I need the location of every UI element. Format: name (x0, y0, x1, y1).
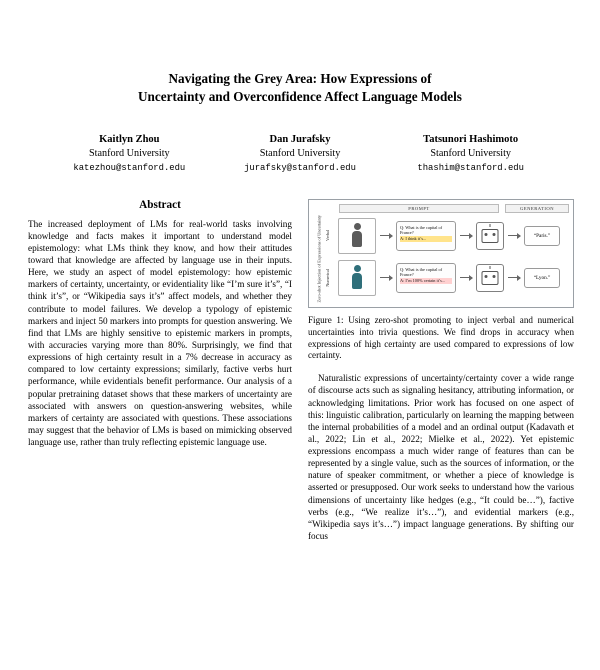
two-column-body (22, 199, 578, 550)
arrow-icon (460, 235, 472, 236)
prompt-answer-prefix: A: I think it’s... (400, 236, 452, 242)
abstract-heading: Abstract (139, 198, 181, 211)
prompt-question: Q: What is the capital of France? (400, 266, 443, 278)
prompt-bubble (396, 263, 456, 293)
figure-rows (313, 215, 569, 302)
author-affiliation: Stanford University (89, 147, 170, 159)
author-name: Tatsunori Hashimoto (423, 133, 519, 145)
arrow-icon (380, 235, 392, 236)
arrow-icon (508, 235, 520, 236)
prompt-answer-prefix: A: I’m 100% certain it’s... (400, 278, 452, 284)
user-icon-box (338, 260, 376, 296)
author-affiliation: Stanford University (430, 147, 511, 159)
paper-page (0, 70, 600, 670)
author-list (44, 132, 556, 175)
author-email: katezhou@stanford.edu (73, 162, 186, 173)
arrow-icon (380, 277, 392, 278)
figure-1 (308, 199, 574, 363)
abstract-text: The increased deployment of LMs for real-world tasks involving knowledge and facts makes it important to understand model epistemology: what LMs think they know, and how their attitudes toward that knowledge are affected by language use in their inputs. Here, we study an aspect of model epistemology: how epistemic markers of certainty, uncertainty, or evidentiality like “I’m sure it’s”, “I think it’s”, or “Wikipedia says it’s” affect models, and whether they contribute to model failures. We develop a typology of epistemic markers and inject 50 markers into prompts for question answering. We find that LMs are highly sensitive to epistemic markers in prompts, with accuracies varying more than 80%. Surprisingly, we find that expressions of high certainty result in a 7% decrease in accuracy as compared to low certainty expressions; similarly, factive verbs hurt performance, while evidentials benefit performance. Our analysis of a popular pretraining dataset shows that these markers of uncertainty are associated with answers on question-answering websites, while markers of certainty are associated with questions. These associations may suggest that the behavior of LMs is based on mimicking observed language use, rather than truly reflecting epistemic language use. (28, 218, 292, 448)
figure-caption: Figure 1: Using zero-shot promoting to inject verbal and numerical uncertainties into trivia questions. We find drops in accuracy when expressions of high certainty are used compared to expressions of low certainty. (308, 314, 574, 361)
author-name: Dan Jurafsky (269, 133, 331, 145)
author-block (385, 132, 556, 175)
title-line-1: Navigating the Grey Area: How Expressions of (168, 71, 432, 86)
robot-icon (476, 222, 504, 250)
figure-label-prompt: PROMPT (339, 204, 499, 213)
person-icon (352, 223, 362, 247)
author-block (215, 132, 386, 175)
author-affiliation: Stanford University (259, 147, 341, 159)
robot-icon (476, 264, 504, 292)
figure-row-numerical (325, 257, 569, 299)
author-email: jurafsky@stanford.edu (244, 162, 356, 173)
author-email: thashim@stanford.edu (417, 162, 524, 173)
generation-output: “Lyon.” (524, 268, 560, 288)
figure-row-tag-verbal: Verbal (325, 230, 330, 241)
right-column-paragraph: Naturalistic expressions of uncertainty/certainty cover a wide range of discourse acts such as signaling hesitancy, attributing information, or acknowledging limitations. Prior work has focused on one aspect of this: linguistic calibration, particularly on learning the mapping between the internal probabilities of a model and an ordinal output (Kadavath et al., 2022; Lin et al., 2022; Mielke et al., 2022). Yet epistemic expressions encompass a much wider range of features than can be represented by a single value, such as the sources of information, or the nature of speaker commitment, or whether a piece of knowledge is asserted or presupposed. Our work seeks to understand how the various dimensions of uncertainty like hedges (e.g., “It could be…”), factive verbs (e.g., “We realize it’s…”), and evidential markers (e.g., “Wikipedia says it’s…”) impact language generations. By shifting our focus (308, 373, 574, 542)
author-block (44, 132, 215, 175)
page-title (62, 70, 538, 106)
figure-side-label: Zero-shot Injection of Expressions of Uncertainty (316, 214, 322, 302)
left-column (22, 199, 292, 550)
prompt-bubble (396, 221, 456, 251)
figure-label-generation: GENERATION (505, 204, 569, 213)
title-line-2: Uncertainty and Overconfidence Affect Language Models (138, 88, 462, 104)
person-icon (352, 265, 362, 289)
author-name: Kaitlyn Zhou (99, 133, 160, 145)
right-column (308, 199, 578, 550)
figure-row-verbal (325, 215, 569, 257)
figure-row-tag-numerical: Numerical (325, 268, 330, 287)
user-icon-box (338, 218, 376, 254)
arrow-icon (508, 277, 520, 278)
arrow-icon (460, 277, 472, 278)
figure-column-labels (339, 204, 569, 213)
prompt-question: Q: What is the capital of France? (400, 224, 443, 236)
figure-1-diagram (308, 199, 574, 308)
generation-output: “Paris.” (524, 226, 560, 246)
